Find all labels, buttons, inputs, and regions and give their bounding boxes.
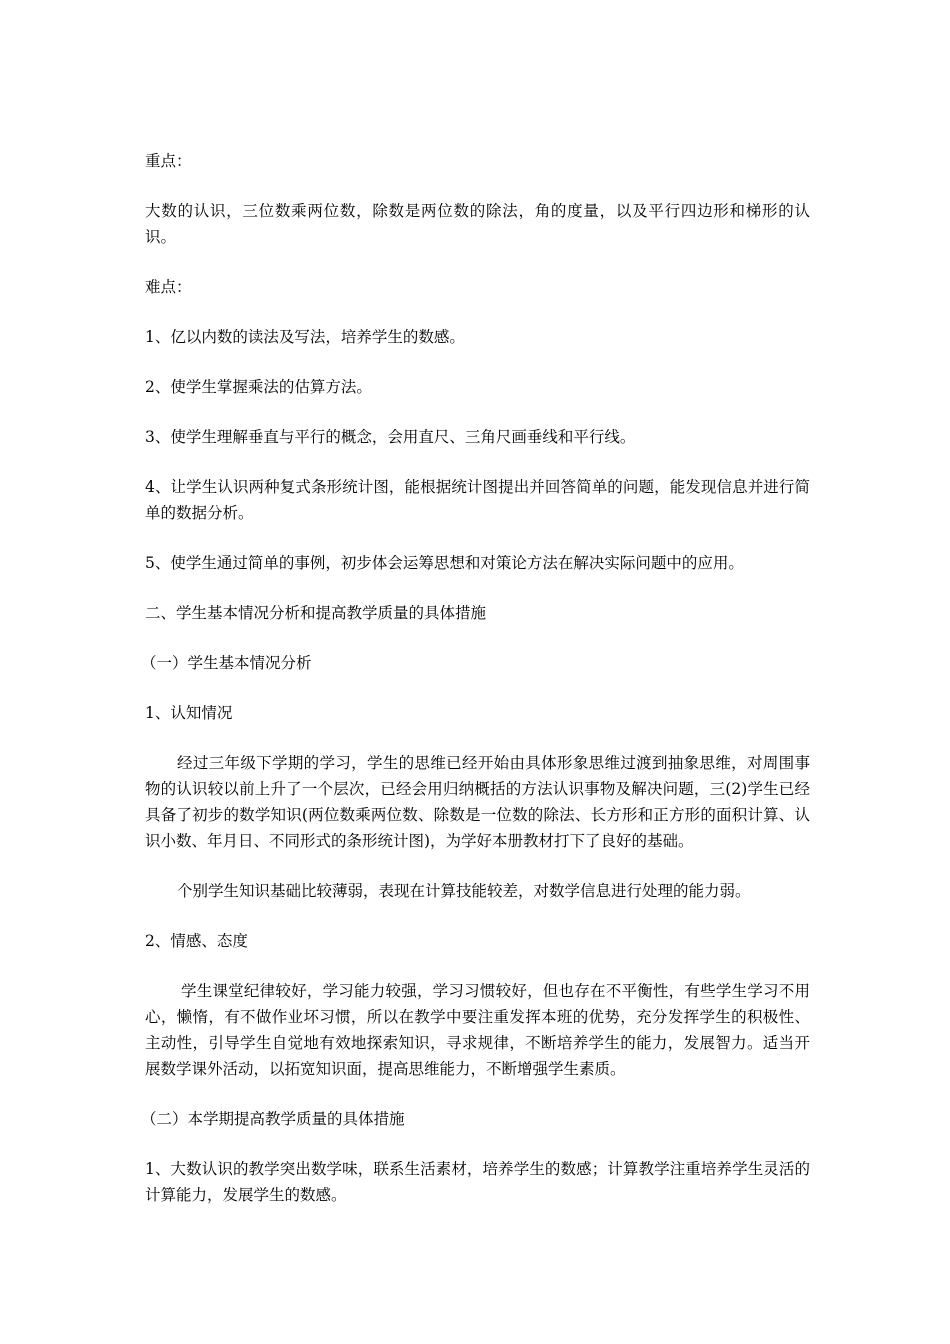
difficulty-item-5: 5、使学生通过简单的事例，初步体会运筹思想和对策论方法在解决实际问题中的应用。 xyxy=(145,554,744,572)
difficulty-item-1: 1、亿以内数的读法及写法，培养学生的数感。 xyxy=(145,328,465,346)
item-2-paragraph: 学生课堂纪律较好，学习能力较强，学习习惯较好，但也存在不平衡性，有些学生学习不用心，懒惰，有不做作业坏习惯，所以在教学中要注重发挥本班的优势，充分发挥学生的积极性、主动性，引导学生自觉地有效地探索知识，寻求规律，不断培养学生的能力，发展智力。适当开展数学课外活动，以拓宽知识面，提高思维能力，不断增强学生素质。 xyxy=(145,982,810,1078)
item-2-title: 2、情感、态度 xyxy=(145,932,248,950)
key-points-text: 大数的认识，三位数乘两位数，除数是两位数的除法，角的度量，以及平行四边形和梯形的认识。 xyxy=(145,202,810,246)
subsection-2-title: （二）本学期提高教学质量的具体措施 xyxy=(141,1110,405,1128)
subsection-1-title: （一）学生基本情况分析 xyxy=(141,654,312,672)
item-1-title: 1、认知情况 xyxy=(145,704,233,722)
section-2-title: 二、学生基本情况分析和提高教学质量的具体措施 xyxy=(145,604,487,622)
key-points-label: 重点： xyxy=(145,152,192,170)
difficulty-item-2: 2、使学生掌握乘法的估算方法。 xyxy=(145,378,372,396)
difficulty-item-4: 4、让学生认识两种复式条形统计图，能根据统计图提出并回答简单的问题，能发现信息并进行简单的数据分析。 xyxy=(145,478,810,522)
item-1-paragraph-1: 经过三年级下学期的学习，学生的思维已经开始由具体形象思维过渡到抽象思维，对周围事物的认识较以前上升了一个层次，已经会用归纳概括的方法认识事物及解决问题，三(2)学生已经具备了初步的数学知识(两位数乘两位数、除数是一位数的除法、长方形和正方形的面积计算、认识小数、年月日、不同形式的条形统计图)，为学好本册教材打下了良好的基础。 xyxy=(145,754,810,850)
measure-item-1: 1、大数认识的教学突出数学味，联系生活素材，培养学生的数感；计算教学注重培养学生灵活的计算能力，发展学生的数感。 xyxy=(145,1160,810,1204)
document-body xyxy=(141,148,810,1208)
item-1-paragraph-2: 个别学生知识基础比较薄弱，表现在计算技能较差，对数学信息进行处理的能力弱。 xyxy=(177,882,751,900)
difficulties-label: 难点： xyxy=(145,278,192,296)
difficulty-item-3: 3、使学生理解垂直与平行的概念，会用直尺、三角尺画垂线和平行线。 xyxy=(145,428,636,446)
